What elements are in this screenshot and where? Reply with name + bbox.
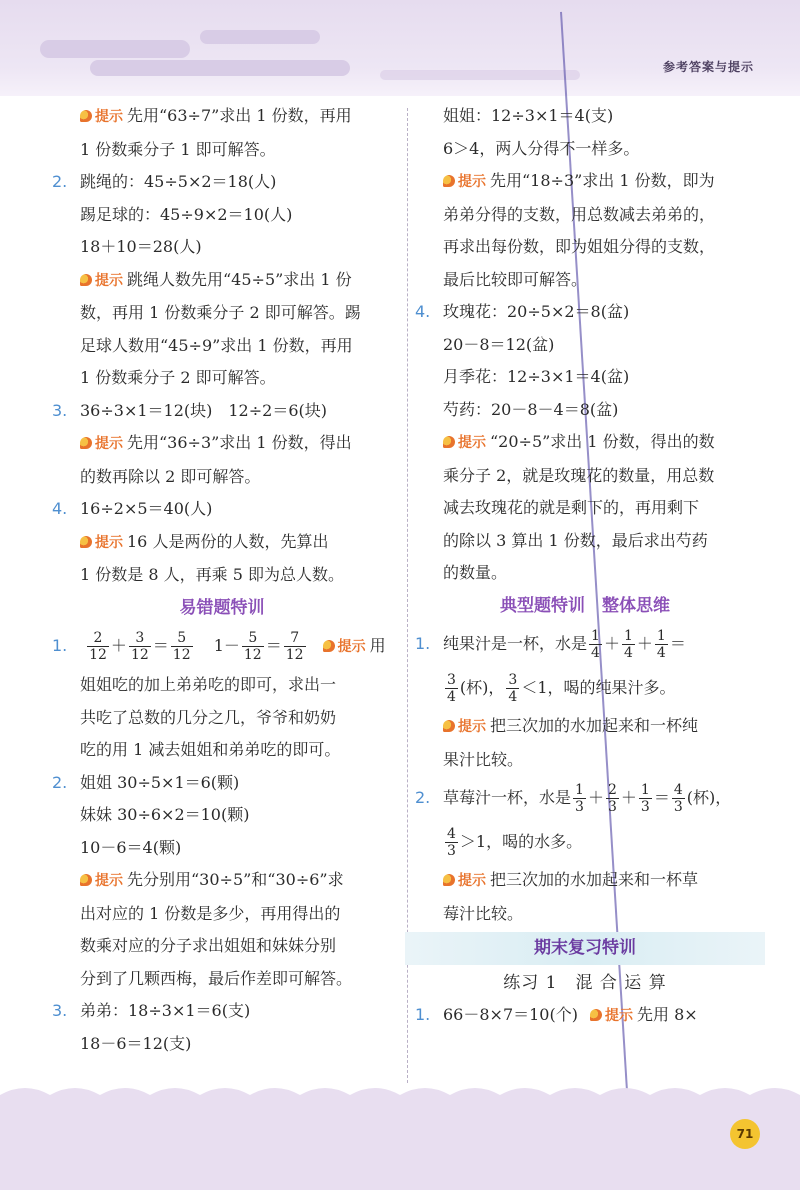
answer-line: 3. 36÷3×1＝12(块) 12÷2＝6(块) <box>52 395 392 428</box>
answer-line: 踢足球的：45÷9×2＝10(人) <box>80 204 293 224</box>
answer-line: 最后比较即可解答。 <box>443 269 588 289</box>
answer-line: 提示 先用“36÷3”求出 1 份数，得出 <box>52 427 392 461</box>
answer-line: 提示 先用“18÷3”求出 1 份数，即为 <box>415 165 755 199</box>
answer-line: 6＞4，两人分得不一样多。 <box>443 138 640 158</box>
hint-label: 提示 <box>80 101 123 134</box>
answer-line: 吃的用 1 减去姐姐和弟弟吃的即可。 <box>80 740 341 759</box>
answer-line: 4. 玫瑰花：20÷5×2＝8(盆) <box>415 296 755 329</box>
question-number: 3. <box>52 1001 68 1020</box>
section-band-title: 期末复习特训 <box>405 932 765 965</box>
answer-line: 10－6＝4(颗) <box>80 837 182 857</box>
question-number: 2. <box>415 788 431 807</box>
hint-icon <box>443 175 455 187</box>
hint-icon <box>80 274 92 286</box>
answer-line: 弟弟分得的支数，用总数减去弟弟的， <box>443 204 716 224</box>
hint-icon <box>80 437 92 449</box>
answer-line: 1 份数是 8 人，再乘 5 即为总人数。 <box>80 565 344 584</box>
hint-icon <box>590 1009 602 1021</box>
hint-label: 提示 <box>443 711 486 744</box>
answer-line: $\frac{4}{3}$ ＞1，喝的水多。 <box>447 826 583 859</box>
fraction: $\frac{1}{4}$ <box>656 628 666 661</box>
answer-line: 提示 先用“63÷7”求出 1 份数，再用 <box>52 100 392 134</box>
question-number: 2. <box>52 772 68 792</box>
hint-label: 提示 <box>590 1000 633 1033</box>
right-column <box>415 100 755 1033</box>
answer-line: 分到了几颗西梅，最后作差即可解答。 <box>80 968 353 988</box>
answer-line: 姐姐吃的加上弟弟吃的即可，求出一 <box>80 675 337 694</box>
fraction: $\frac{7}{12}$ <box>285 630 304 663</box>
hint-icon <box>80 874 92 886</box>
hint-icon <box>443 436 455 448</box>
page-number: 71 <box>730 1119 760 1149</box>
answer-line: 的数量。 <box>443 563 508 582</box>
hint-label: 提示 <box>443 166 486 199</box>
hint-icon <box>443 720 455 732</box>
header-cloud-decoration <box>90 60 350 76</box>
answer-line: 提示 跳绳人数先用“45÷5”求出 1 份 <box>52 264 392 298</box>
footer-wave-decoration <box>0 1081 800 1109</box>
fraction: $\frac{2}{12}$ <box>89 630 107 663</box>
answer-line: 减去玫瑰花的就是剩下的，再用剩下 <box>443 498 700 517</box>
hint-label: 提示 <box>80 865 123 898</box>
fraction: $\frac{4}{3}$ <box>673 782 683 815</box>
section-title: 易错题特训 <box>179 597 265 618</box>
hint-icon <box>80 110 92 122</box>
question-number: 3. <box>52 400 68 420</box>
answer-line: 20－8＝12(盆) <box>443 334 555 354</box>
hint-label: 提示 <box>80 428 123 461</box>
answer-line: 提示 把三次加的水加起来和一杯纯 <box>415 710 755 744</box>
answer-line: 提示 把三次加的水加起来和一杯草 <box>415 864 755 898</box>
question-number: 1. <box>415 634 431 653</box>
answer-line: 1. $\frac{2}{12}$ ＋ $\frac{3}{12}$ ＝ $\frac{5}{12}$ 1－ $\frac{5}{12}$ ＝ $\frac{7}{12}$ 提示 用 <box>52 624 392 669</box>
answer-line: 1 份数乘分子 1 即可解答。 <box>80 139 276 159</box>
lesson-title: 练习 1 混 合 运 算 <box>503 972 667 993</box>
answer-line: 数乘对应的分子求出姐姐和妹妹分别 <box>80 936 337 955</box>
question-number: 4. <box>52 499 68 518</box>
answer-line: 妹妹 30÷6×2＝10(颗) <box>80 805 250 824</box>
answer-line: 18－6＝12(支) <box>80 1033 192 1053</box>
answer-line: 1 份数乘分子 2 即可解答。 <box>80 368 276 387</box>
answer-line: 共吃了总数的几分之几，爷爷和奶奶 <box>80 707 337 727</box>
hint-label: 提示 <box>443 427 486 460</box>
answer-line: 4. 16÷2×5＝40(人) <box>52 493 392 526</box>
header-cloud-decoration <box>40 40 190 58</box>
question-number: 4. <box>415 302 431 321</box>
header-title: 参考答案与提示 <box>662 60 754 74</box>
answer-line: 提示 “20÷5”求出 1 份数，得出的数 <box>415 426 755 460</box>
hint-icon <box>323 640 335 652</box>
answer-line: 果汁比较。 <box>443 749 524 769</box>
answer-line: $\frac{3}{4}$ (杯)， $\frac{3}{4}$ ＜1，喝的纯果汁多。 <box>447 672 676 705</box>
fraction: $\frac{3}{4}$ <box>447 672 456 705</box>
question-number: 1. <box>52 636 68 655</box>
answer-line: 的数再除以 2 即可解答。 <box>80 466 261 486</box>
fraction: $\frac{3}{12}$ <box>130 630 149 663</box>
answer-line: 姐姐：12÷3×1＝4(支) <box>443 106 614 125</box>
answer-line: 数，再用 1 份数乘分子 2 即可解答。踢 <box>80 303 361 322</box>
question-number: 2. <box>52 172 68 191</box>
section-title: 典型题特训 整体思维 <box>500 595 670 616</box>
answer-line: 足球人数用“45÷9”求出 1 份数，再用 <box>80 335 353 355</box>
answer-line: 1. 纯果汁是一杯，水是 $\frac{1}{4}$ ＋ $\frac{1}{4}$ ＋ $\frac{1}{4}$ ＝ <box>415 622 755 666</box>
header-cloud-decoration <box>200 30 320 44</box>
fraction: $\frac{3}{4}$ <box>508 672 518 705</box>
fraction: $\frac{1}{3}$ <box>575 782 584 815</box>
answer-line: 月季花：12÷3×1＝4(盆) <box>443 367 630 386</box>
hint-label: 提示 <box>443 865 486 898</box>
answer-line: 出对应的 1 份数是多少，再用得出的 <box>80 903 341 923</box>
header-cloud-decoration <box>380 70 580 80</box>
hint-label: 提示 <box>323 625 366 669</box>
hint-icon <box>443 874 455 886</box>
hint-icon <box>80 536 92 548</box>
answer-line: 2. 草莓汁一杯，水是 $\frac{1}{3}$ ＋ $\frac{2}{3}$ ＋ $\frac{1}{3}$ ＝ $\frac{4}{3}$ (杯)， <box>415 776 755 820</box>
fraction: $\frac{1}{4}$ <box>591 628 600 661</box>
fraction: $\frac{2}{3}$ <box>607 782 617 815</box>
page-header <box>0 0 800 96</box>
answer-line: 莓汁比较。 <box>443 903 524 923</box>
left-column <box>52 100 392 1060</box>
answer-line: 2. 跳绳的：45÷5×2＝18(人) <box>52 166 392 199</box>
page-footer <box>0 1095 800 1190</box>
answer-line: 18＋10＝28(人) <box>80 237 202 256</box>
answer-line: 芍药：20－8－4＝8(盆) <box>443 399 619 419</box>
answer-line: 提示 16 人是两份的人数，先算出 <box>52 526 392 560</box>
fraction: $\frac{1}{4}$ <box>623 628 633 661</box>
answer-line: 3. 弟弟：18÷3×1＝6(支) <box>52 995 392 1028</box>
answer-line: 提示 先分别用“30÷5”和“30÷6”求 <box>52 864 392 898</box>
fraction: $\frac{1}{3}$ <box>640 782 650 815</box>
answer-line: 再求出每份数，即为姐姐分得的支数， <box>443 237 716 256</box>
fraction: $\frac{5}{12}$ <box>243 630 262 663</box>
hint-label: 提示 <box>80 265 123 298</box>
answer-line: 2. 姐姐 30÷5×1＝6(颗) <box>52 767 392 800</box>
answer-line: 的除以 3 算出 1 份数，最后求出芍药 <box>443 530 708 550</box>
fraction: $\frac{5}{12}$ <box>172 630 191 663</box>
fraction: $\frac{4}{3}$ <box>447 826 456 859</box>
answer-line: 1. 66－8×7＝10(个) 提示 先用 8× <box>415 999 755 1033</box>
answer-line: 乘分子 2，就是玫瑰花的数量，用总数 <box>443 465 715 485</box>
question-number: 1. <box>415 1005 431 1024</box>
hint-label: 提示 <box>80 527 123 560</box>
